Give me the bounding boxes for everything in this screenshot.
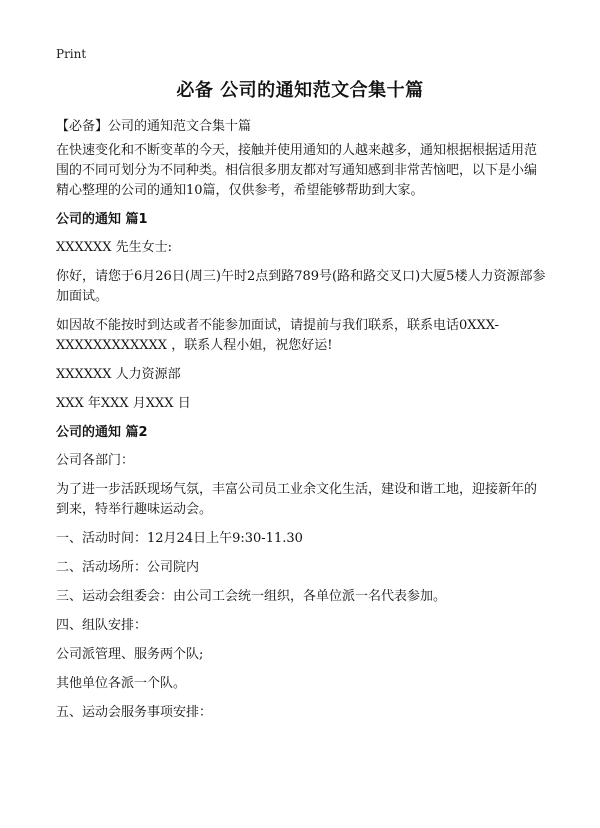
- section-1-paragraph: XXX 年XXX 月XXX 日: [56, 396, 191, 411]
- section-2-paragraph: 四、组队安排：: [56, 618, 148, 633]
- section-1-paragraph: XXXXXX 人力资源部: [56, 367, 181, 382]
- section-heading-1: 公司的通知 篇1: [56, 212, 148, 227]
- page-title: 必备 公司的通知范文合集十篇: [176, 80, 424, 101]
- section-2-paragraph: 一、活动时间：12月24日上午9:30-11.30: [56, 531, 303, 546]
- section-2-paragraph: 二、活动场所：公司院内: [56, 560, 200, 575]
- section-2-paragraph: 其他单位各派一个队。: [56, 676, 187, 691]
- section-1-paragraph: 你好，请您于6月26日(周三)午时2点到路789号(路和路交叉口)大厦5楼人力资源部参加面试。: [56, 269, 546, 304]
- section-2-paragraph: 五、运动会服务事项安排：: [56, 705, 213, 720]
- section-1-paragraph: XXXXXX 先生女士:: [56, 240, 173, 255]
- section-2-paragraph: 公司派管理、服务两个队;: [56, 647, 204, 662]
- print-link[interactable]: Print: [56, 47, 87, 61]
- section-2-paragraph: 三、运动会组委会：由公司工会统一组织，各单位派一名代表参加。: [56, 589, 447, 604]
- section-2-paragraph: 为了进一步活跃现场气氛，丰富公司员工业余文化生活，建设和谐工地，迎接新年的到来，特举行趣味运动会。: [56, 482, 538, 517]
- intro-paragraph: 在快速变化和不断变革的今天，接触并使用通知的人越来越多，通知根据根据适用范围的不同可划分为不同种类。相信很多朋友都对写通知感到非常苦恼吧，以下是小编精心整理的公司的通知10篇，仅供参考，希望能够帮助到大家。: [56, 143, 538, 198]
- intro-label: 【必备】公司的通知范文合集十篇: [56, 119, 252, 134]
- section-1-paragraph: 如因故不能按时到达或者不能参加面试，请提前与我们联系，联系电话0XXX-XXXXXXXXXXXX ，联系人程小姐，祝您好运!: [56, 318, 499, 353]
- document-body: [56, 117, 548, 732]
- section-2-paragraph: 公司各部门：: [56, 453, 135, 468]
- section-heading-2: 公司的通知 篇2: [56, 425, 148, 440]
